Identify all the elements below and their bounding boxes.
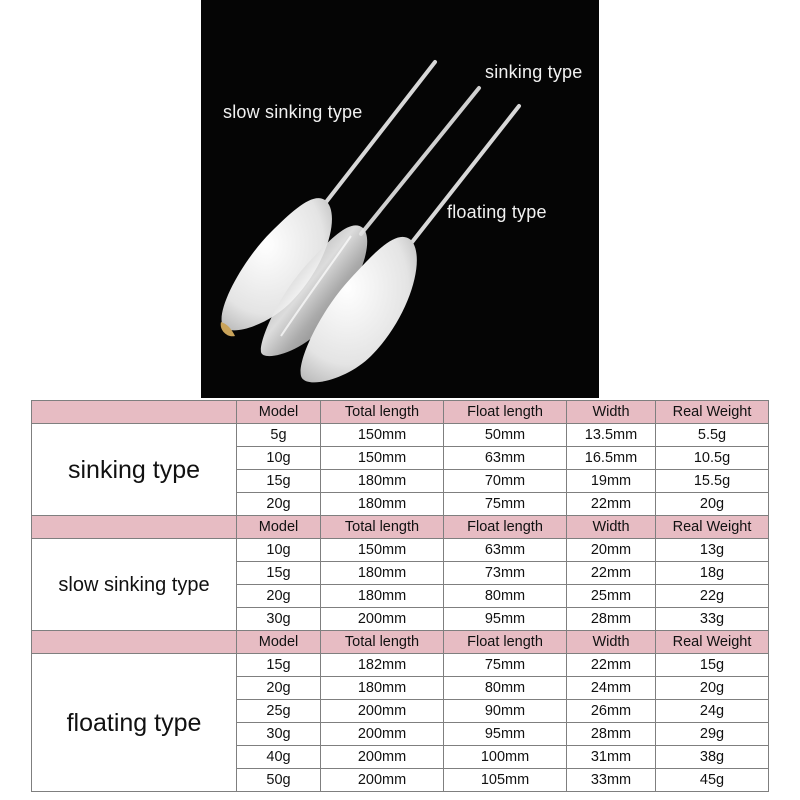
header-blank-cell — [32, 631, 237, 654]
table-cell: 33g — [656, 608, 769, 631]
table-cell: 50g — [237, 769, 321, 792]
table-cell: 150mm — [321, 447, 444, 470]
table-cell: 24mm — [567, 677, 656, 700]
table-cell: 150mm — [321, 539, 444, 562]
column-header: Real Weight — [656, 631, 769, 654]
table-cell: 40g — [237, 746, 321, 769]
table-cell: 38g — [656, 746, 769, 769]
column-header: Real Weight — [656, 516, 769, 539]
table-cell: 10g — [237, 447, 321, 470]
table-cell: 180mm — [321, 677, 444, 700]
table-cell: 63mm — [444, 539, 567, 562]
table-header-row — [32, 631, 769, 654]
table-cell: 100mm — [444, 746, 567, 769]
column-header: Float length — [444, 516, 567, 539]
table-cell: 30g — [237, 608, 321, 631]
table-cell: 28mm — [567, 608, 656, 631]
table-cell: 10g — [237, 539, 321, 562]
table-cell: 22mm — [567, 654, 656, 677]
table-cell: 200mm — [321, 723, 444, 746]
table-cell: 200mm — [321, 746, 444, 769]
table-cell: 90mm — [444, 700, 567, 723]
group-name: floating type — [66, 708, 202, 737]
table-cell: 180mm — [321, 493, 444, 516]
spec-table — [31, 400, 769, 792]
table-cell: 80mm — [444, 677, 567, 700]
label-sinking: sinking type — [485, 62, 583, 82]
group-name: sinking type — [67, 455, 201, 484]
floats-illustration — [201, 0, 599, 398]
table-cell: 200mm — [321, 700, 444, 723]
table-cell: 24g — [656, 700, 769, 723]
table-cell: 13g — [656, 539, 769, 562]
table-cell: 22mm — [567, 493, 656, 516]
table-cell: 180mm — [321, 470, 444, 493]
column-header: Model — [237, 631, 321, 654]
table-cell: 15.5g — [656, 470, 769, 493]
table-cell: 25mm — [567, 585, 656, 608]
column-header: Real Weight — [656, 401, 769, 424]
header-blank-cell — [32, 516, 237, 539]
table-cell: 15g — [237, 654, 321, 677]
table-cell: 180mm — [321, 562, 444, 585]
table-cell: 75mm — [444, 654, 567, 677]
table-cell: 150mm — [321, 424, 444, 447]
table-cell: 30g — [237, 723, 321, 746]
column-header: Total length — [321, 401, 444, 424]
table-cell: 29g — [656, 723, 769, 746]
table-cell: 80mm — [444, 585, 567, 608]
table-cell: 33mm — [567, 769, 656, 792]
table-cell: 15g — [237, 470, 321, 493]
column-header: Total length — [321, 631, 444, 654]
table-cell: 200mm — [321, 608, 444, 631]
column-header: Total length — [321, 516, 444, 539]
table-cell: 31mm — [567, 746, 656, 769]
table-cell: 20g — [656, 677, 769, 700]
column-header: Width — [567, 631, 656, 654]
table-cell: 50mm — [444, 424, 567, 447]
table-header-row — [32, 401, 769, 424]
column-header: Float length — [444, 401, 567, 424]
group-name-cell — [32, 654, 237, 792]
table-cell: 73mm — [444, 562, 567, 585]
table-cell: 45g — [656, 769, 769, 792]
table-cell: 28mm — [567, 723, 656, 746]
stem-floating — [409, 106, 519, 246]
table-row — [32, 654, 769, 677]
table-row — [32, 539, 769, 562]
column-header: Model — [237, 516, 321, 539]
label-slow-sinking: slow sinking type — [223, 102, 363, 122]
table-cell: 19mm — [567, 470, 656, 493]
group-name: slow sinking type — [58, 573, 210, 596]
table-cell: 20g — [656, 493, 769, 516]
table-row — [32, 424, 769, 447]
table-cell: 20mm — [567, 539, 656, 562]
column-header: Width — [567, 401, 656, 424]
column-header: Model — [237, 401, 321, 424]
table-cell: 25g — [237, 700, 321, 723]
table-cell: 5.5g — [656, 424, 769, 447]
label-floating: floating type — [447, 202, 547, 222]
table-header-row — [32, 516, 769, 539]
table-cell: 10.5g — [656, 447, 769, 470]
table-cell: 200mm — [321, 769, 444, 792]
table-cell: 105mm — [444, 769, 567, 792]
table-cell: 22mm — [567, 562, 656, 585]
table-cell: 180mm — [321, 585, 444, 608]
table-cell: 182mm — [321, 654, 444, 677]
table-cell: 26mm — [567, 700, 656, 723]
table-cell: 16.5mm — [567, 447, 656, 470]
table-cell: 75mm — [444, 493, 567, 516]
column-header: Float length — [444, 631, 567, 654]
table-cell: 20g — [237, 585, 321, 608]
table-cell: 95mm — [444, 608, 567, 631]
stem-slow-sinking — [323, 62, 435, 206]
table-cell: 20g — [237, 677, 321, 700]
table-cell: 18g — [656, 562, 769, 585]
product-photo — [201, 0, 599, 398]
table-cell: 20g — [237, 493, 321, 516]
header-blank-cell — [32, 401, 237, 424]
group-name-cell — [32, 424, 237, 516]
group-name-cell — [32, 539, 237, 631]
table-cell: 15g — [237, 562, 321, 585]
table-cell: 70mm — [444, 470, 567, 493]
table-cell: 15g — [656, 654, 769, 677]
table-cell: 95mm — [444, 723, 567, 746]
table-cell: 5g — [237, 424, 321, 447]
table-cell: 22g — [656, 585, 769, 608]
table-cell: 63mm — [444, 447, 567, 470]
column-header: Width — [567, 516, 656, 539]
table-cell: 13.5mm — [567, 424, 656, 447]
